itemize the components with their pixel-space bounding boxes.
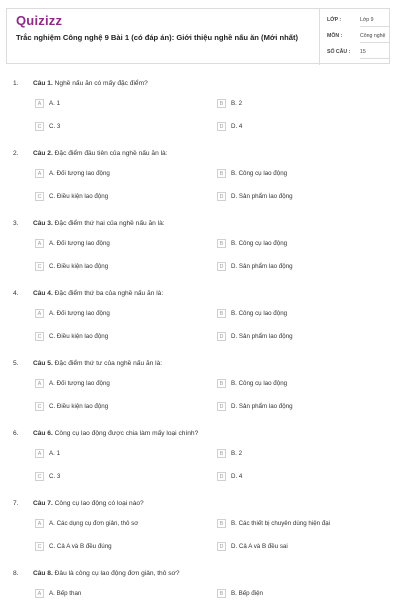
question-number: 8. — [13, 570, 19, 577]
answer-option-d[interactable] — [217, 262, 387, 272]
option-text: D. 4 — [231, 123, 243, 130]
option-key-box[interactable]: A — [35, 589, 44, 598]
question-label: Câu 7. — [33, 500, 53, 507]
option-text: C. Cả A và B đều đúng — [49, 543, 112, 550]
question-body: Công cụ lao động được chia làm mấy loại chính? — [54, 430, 199, 437]
answer-option-d[interactable] — [217, 332, 387, 342]
question-text — [33, 290, 163, 297]
option-key-box[interactable]: C — [35, 262, 44, 271]
meta-count — [327, 46, 389, 60]
answer-option-a[interactable] — [35, 239, 205, 249]
option-key-box[interactable]: A — [35, 169, 44, 178]
question-text — [33, 500, 144, 507]
question-label: Câu 3. — [33, 220, 53, 227]
question-number: 1. — [13, 80, 19, 87]
option-key-box[interactable]: D — [217, 262, 226, 271]
option-text: D. Sản phẩm lao động — [231, 263, 293, 270]
answer-option-c[interactable] — [35, 332, 205, 342]
question-body: Đặc điểm thứ hai của nghề nấu ăn là: — [54, 220, 165, 227]
option-text: B. 2 — [231, 100, 243, 107]
option-text: C. 3 — [49, 473, 61, 480]
option-key-box[interactable]: A — [35, 239, 44, 248]
question-text — [33, 80, 148, 87]
question-body: Đặc điểm đầu tiên của nghề nấu ăn là: — [54, 150, 168, 157]
option-text: B. Công cụ lao động — [231, 170, 288, 177]
page-title: Trắc nghiệm Công nghệ 9 Bài 1 (có đáp án): Giới thiệu nghề nấu ăn (Mới nhất) — [16, 33, 299, 42]
option-text: B. Công cụ lao động — [231, 310, 288, 317]
option-text: C. Điều kiện lao động — [49, 403, 109, 410]
question-number: 3. — [13, 220, 19, 227]
meta-class-label: LỚP : — [327, 17, 342, 23]
question-text — [33, 360, 162, 367]
answer-option-a[interactable] — [35, 379, 205, 389]
answer-option-b[interactable] — [217, 309, 387, 319]
question-label: Câu 1. — [33, 80, 53, 87]
question-label: Câu 4. — [33, 290, 53, 297]
option-key-box[interactable]: C — [35, 542, 44, 551]
option-text: B. 2 — [231, 450, 243, 457]
option-key-box[interactable]: B — [217, 449, 226, 458]
question-number: 4. — [13, 290, 19, 297]
option-text: B. Các thiết bị chuyên dùng hiện đại — [231, 520, 331, 527]
answer-option-b[interactable] — [217, 239, 387, 249]
option-text: D. 4 — [231, 473, 243, 480]
option-text: B. Công cụ lao động — [231, 240, 288, 247]
meta-class-value: Lớp 9 — [360, 14, 390, 27]
meta-panel — [319, 9, 391, 65]
option-key-box[interactable]: D — [217, 542, 226, 551]
option-text: D. Sản phẩm lao động — [231, 333, 293, 340]
question-body: Đâu là công cụ lao động đơn giản, thô sơ? — [54, 570, 180, 577]
question-body: Nghề nấu ăn có mấy đặc điểm? — [54, 80, 148, 87]
answer-option-b[interactable] — [217, 589, 387, 599]
option-key-box[interactable]: D — [217, 472, 226, 481]
meta-subject — [327, 30, 389, 44]
option-text: A. 1 — [49, 450, 61, 457]
question-number: 2. — [13, 150, 19, 157]
answer-option-d[interactable] — [217, 402, 387, 412]
option-text: D. Sản phẩm lao động — [231, 403, 293, 410]
answer-option-d[interactable] — [217, 122, 387, 132]
answer-option-d[interactable] — [217, 192, 387, 202]
option-text: C. Điều kiện lao động — [49, 193, 109, 200]
option-key-box[interactable]: A — [35, 519, 44, 528]
question-number: 5. — [13, 360, 19, 367]
option-key-box[interactable]: B — [217, 589, 226, 598]
option-text: A. Đối tượng lao động — [49, 380, 110, 387]
option-text: C. Điều kiện lao động — [49, 263, 109, 270]
option-key-box[interactable]: D — [217, 122, 226, 131]
option-text: C. Điều kiện lao động — [49, 333, 109, 340]
question-label: Câu 5. — [33, 360, 53, 367]
option-key-box[interactable]: C — [35, 332, 44, 341]
worksheet-header — [6, 8, 390, 64]
question-label: Câu 6. — [33, 430, 53, 437]
option-key-box[interactable]: C — [35, 122, 44, 131]
answer-option-d[interactable] — [217, 472, 387, 482]
meta-class — [327, 14, 389, 28]
option-text: A. Đối tượng lao động — [49, 240, 110, 247]
answer-option-b[interactable] — [217, 169, 387, 179]
option-text: B. Bếp điện — [231, 590, 263, 597]
question-label: Câu 2. — [33, 150, 53, 157]
answer-option-d[interactable] — [217, 542, 387, 552]
answer-option-c[interactable] — [35, 402, 205, 412]
answer-option-b[interactable] — [217, 449, 387, 459]
option-key-box[interactable]: B — [217, 309, 226, 318]
answer-option-a[interactable] — [35, 519, 205, 529]
option-key-box[interactable]: D — [217, 332, 226, 341]
meta-subject-value: Công nghệ — [360, 30, 390, 43]
meta-count-label: SỐ CÂU : — [327, 49, 351, 55]
question-text — [33, 430, 198, 437]
option-key-box[interactable]: B — [217, 239, 226, 248]
option-key-box[interactable]: B — [217, 169, 226, 178]
answer-option-a[interactable] — [35, 449, 205, 459]
option-key-box[interactable]: B — [217, 519, 226, 528]
option-key-box[interactable]: A — [35, 379, 44, 388]
option-text: A. Đối tượng lao động — [49, 310, 110, 317]
answer-option-a[interactable] — [35, 99, 205, 109]
answer-option-a[interactable] — [35, 309, 205, 319]
question-body: Công cụ lao động có loại nào? — [54, 500, 144, 507]
question-text — [33, 220, 165, 227]
option-key-box[interactable]: D — [217, 192, 226, 201]
question-number: 7. — [13, 500, 19, 507]
answer-option-b[interactable] — [217, 379, 387, 389]
option-text: A. Bếp than — [49, 590, 82, 597]
option-key-box[interactable]: A — [35, 449, 44, 458]
option-key-box[interactable]: B — [217, 99, 226, 108]
answer-option-b[interactable] — [217, 99, 387, 109]
question-number: 6. — [13, 430, 19, 437]
option-text: A. Các dụng cụ đơn giản, thô sơ — [49, 520, 139, 527]
option-text: A. 1 — [49, 100, 61, 107]
meta-count-value: 15 — [360, 46, 390, 59]
option-key-box[interactable]: C — [35, 402, 44, 411]
answer-option-a[interactable] — [35, 589, 205, 599]
question-body: Đặc điểm thứ ba của nghề nấu ăn là: — [54, 290, 164, 297]
answer-option-c[interactable] — [35, 122, 205, 132]
option-text: C. 3 — [49, 123, 61, 130]
answer-option-b[interactable] — [217, 519, 387, 529]
quizizz-logo: Quizizz — [16, 13, 63, 28]
answer-option-c[interactable] — [35, 472, 205, 482]
answer-option-a[interactable] — [35, 169, 205, 179]
option-key-box[interactable]: D — [217, 402, 226, 411]
option-text: D. Cả A và B đều sai — [231, 543, 288, 550]
answer-option-c[interactable] — [35, 542, 205, 552]
question-text — [33, 570, 180, 577]
answer-option-c[interactable] — [35, 262, 205, 272]
option-text: B. Công cụ lao động — [231, 380, 288, 387]
option-text: A. Đối tượng lao động — [49, 170, 110, 177]
option-text: D. Sản phẩm lao động — [231, 193, 293, 200]
meta-subject-label: MÔN : — [327, 33, 343, 39]
option-key-box[interactable]: C — [35, 472, 44, 481]
option-key-box[interactable]: A — [35, 309, 44, 318]
option-key-box[interactable]: C — [35, 192, 44, 201]
option-key-box[interactable]: A — [35, 99, 44, 108]
question-body: Đặc điểm thứ tư của nghề nấu ăn là: — [54, 360, 163, 367]
question-label: Câu 8. — [33, 570, 53, 577]
answer-option-c[interactable] — [35, 192, 205, 202]
question-text — [33, 150, 168, 157]
option-key-box[interactable]: B — [217, 379, 226, 388]
